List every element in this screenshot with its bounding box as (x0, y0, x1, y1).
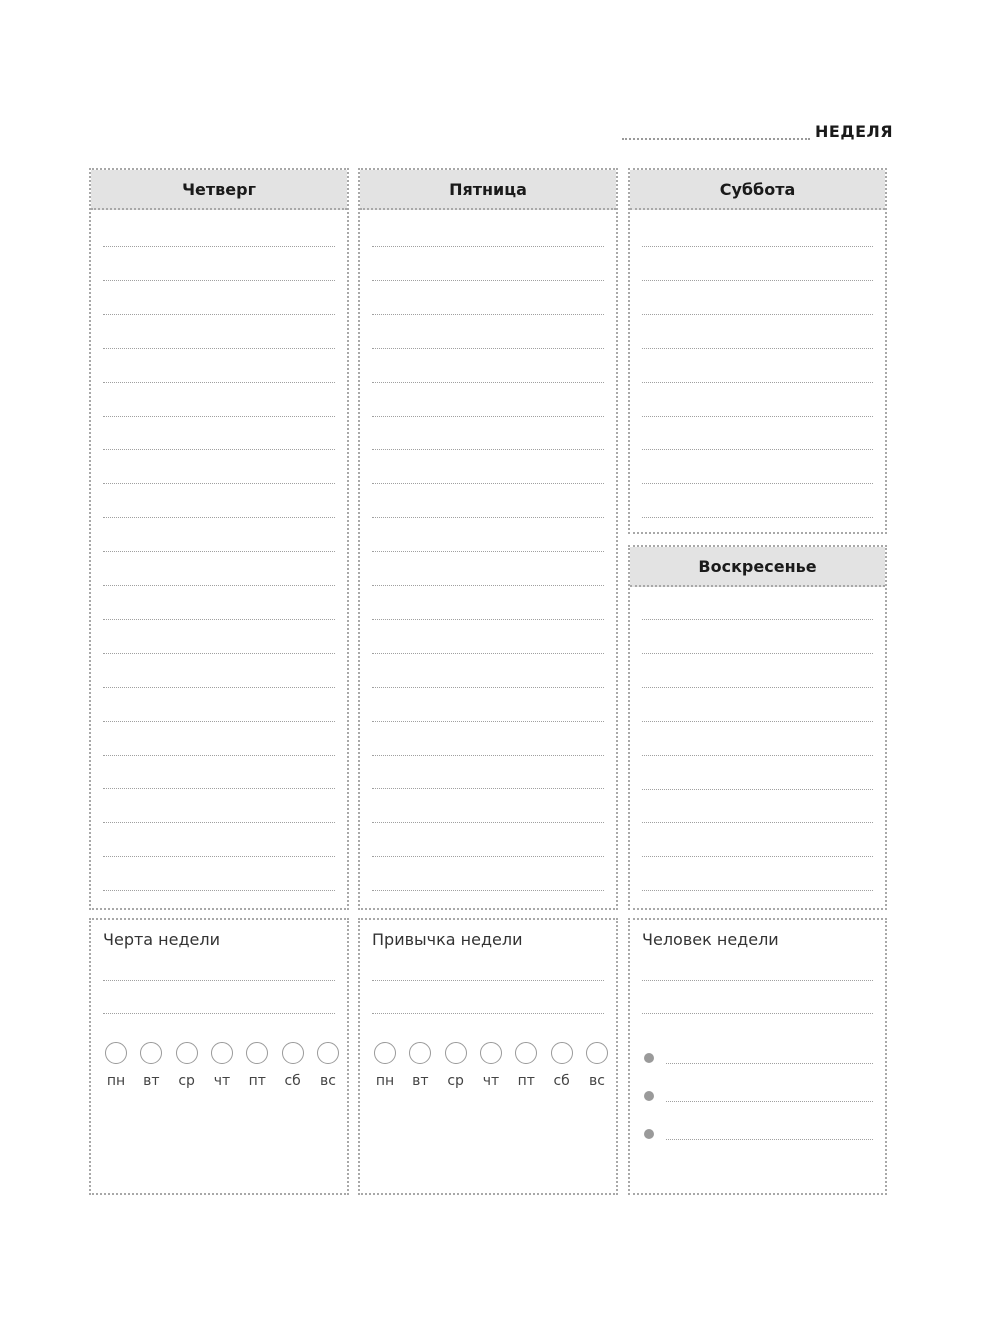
tracker-day-label: чт (213, 1073, 231, 1089)
writing-line[interactable] (372, 314, 604, 315)
writing-line[interactable] (372, 980, 604, 981)
writing-line[interactable] (642, 382, 873, 383)
writing-line[interactable] (103, 980, 335, 981)
writing-line[interactable] (103, 483, 335, 484)
tracker-day-label: пт (248, 1073, 266, 1089)
thursday-header: Четверг (91, 170, 347, 210)
writing-line[interactable] (103, 585, 335, 586)
tracker-day (209, 1042, 235, 1089)
writing-line[interactable] (372, 280, 604, 281)
bullet-line[interactable] (666, 1139, 873, 1140)
writing-line[interactable] (642, 980, 873, 981)
writing-line[interactable] (372, 1013, 604, 1014)
trait-habit-tracker (103, 1042, 341, 1089)
tracker-day (513, 1042, 539, 1089)
writing-line[interactable] (642, 314, 873, 315)
writing-line[interactable] (103, 890, 335, 891)
tracker-day (244, 1042, 270, 1089)
writing-line[interactable] (642, 653, 873, 654)
writing-line[interactable] (372, 653, 604, 654)
writing-line[interactable] (103, 687, 335, 688)
saturday-column (628, 168, 887, 534)
writing-line[interactable] (642, 246, 873, 247)
week-label: НЕДЕЛЯ (815, 122, 894, 141)
writing-line[interactable] (372, 890, 604, 891)
writing-line[interactable] (372, 856, 604, 857)
tracker-day-label: вс (588, 1073, 605, 1089)
writing-line[interactable] (642, 822, 873, 823)
writing-line[interactable] (103, 246, 335, 247)
writing-line[interactable] (103, 1013, 335, 1014)
writing-line[interactable] (103, 517, 335, 518)
writing-line[interactable] (103, 619, 335, 620)
tracker-day (478, 1042, 504, 1089)
writing-line[interactable] (642, 1013, 873, 1014)
tracker-day (407, 1042, 433, 1089)
writing-line[interactable] (372, 721, 604, 722)
tracker-circle[interactable] (445, 1042, 467, 1064)
writing-line[interactable] (372, 788, 604, 789)
writing-line[interactable] (642, 449, 873, 450)
writing-line[interactable] (103, 551, 335, 552)
tracker-circle[interactable] (140, 1042, 162, 1064)
writing-line[interactable] (642, 416, 873, 417)
writing-line[interactable] (642, 348, 873, 349)
tracker-day-label: ср (178, 1073, 195, 1089)
tracker-day (315, 1042, 341, 1089)
bullet-dot-icon (644, 1129, 654, 1139)
bullet-item[interactable] (644, 1129, 873, 1143)
writing-line[interactable] (372, 551, 604, 552)
writing-line[interactable] (372, 619, 604, 620)
tracker-day-label: сб (284, 1073, 301, 1089)
thursday-column (89, 168, 349, 910)
tracker-circle[interactable] (105, 1042, 127, 1064)
tracker-circle[interactable] (409, 1042, 431, 1064)
tracker-day-label: чт (482, 1073, 500, 1089)
bullet-line[interactable] (666, 1101, 873, 1102)
tracker-day (174, 1042, 200, 1089)
bullet-line[interactable] (666, 1063, 873, 1064)
writing-line[interactable] (372, 348, 604, 349)
writing-line[interactable] (103, 856, 335, 857)
writing-line[interactable] (372, 755, 604, 756)
tracker-circle[interactable] (317, 1042, 339, 1064)
habit-of-week-section (358, 918, 618, 1195)
writing-line[interactable] (372, 416, 604, 417)
writing-line[interactable] (103, 416, 335, 417)
tracker-circle[interactable] (515, 1042, 537, 1064)
writing-line[interactable] (642, 280, 873, 281)
tracker-day-label: пн (375, 1073, 395, 1089)
writing-line[interactable] (642, 890, 873, 891)
writing-line[interactable] (642, 517, 873, 518)
writing-line[interactable] (642, 856, 873, 857)
trait-of-week-section (89, 918, 349, 1195)
tracker-circle[interactable] (586, 1042, 608, 1064)
writing-line[interactable] (103, 653, 335, 654)
writing-line[interactable] (103, 280, 335, 281)
tracker-day-label: вс (319, 1073, 336, 1089)
person-of-week-section (628, 918, 887, 1195)
sunday-column (628, 545, 887, 910)
writing-line[interactable] (372, 822, 604, 823)
writing-line[interactable] (103, 449, 335, 450)
habit-tracker (372, 1042, 610, 1089)
writing-line[interactable] (372, 687, 604, 688)
friday-header: Пятница (360, 170, 616, 210)
writing-line[interactable] (642, 619, 873, 620)
writing-line[interactable] (642, 483, 873, 484)
writing-line[interactable] (103, 788, 335, 789)
tracker-day (584, 1042, 610, 1089)
friday-column (358, 168, 618, 910)
tracker-day (103, 1042, 129, 1089)
person-of-week-title: Человек недели (642, 930, 779, 949)
writing-line[interactable] (642, 721, 873, 722)
writing-line[interactable] (103, 348, 335, 349)
writing-line[interactable] (103, 314, 335, 315)
writing-line[interactable] (642, 687, 873, 688)
writing-line[interactable] (372, 449, 604, 450)
habit-of-week-title: Привычка недели (372, 930, 523, 949)
writing-line[interactable] (642, 789, 873, 790)
writing-line[interactable] (642, 755, 873, 756)
writing-line[interactable] (372, 483, 604, 484)
bullet-item[interactable] (644, 1091, 873, 1105)
writing-line[interactable] (372, 382, 604, 383)
tracker-day (280, 1042, 306, 1089)
writing-line[interactable] (103, 755, 335, 756)
bullet-item[interactable] (644, 1053, 873, 1067)
tracker-day-label: пт (517, 1073, 535, 1089)
bullet-dot-icon (644, 1053, 654, 1063)
trait-of-week-title: Черта недели (103, 930, 221, 949)
tracker-day-label: ср (447, 1073, 464, 1089)
writing-line[interactable] (372, 246, 604, 247)
tracker-circle[interactable] (246, 1042, 268, 1064)
tracker-day (443, 1042, 469, 1089)
tracker-day (372, 1042, 398, 1089)
tracker-circle[interactable] (551, 1042, 573, 1064)
writing-line[interactable] (372, 585, 604, 586)
tracker-day-label: вт (412, 1073, 429, 1089)
tracker-day-label: сб (553, 1073, 570, 1089)
bullet-dot-icon (644, 1091, 654, 1101)
tracker-circle[interactable] (282, 1042, 304, 1064)
saturday-header: Суббота (630, 170, 885, 210)
tracker-day-label: пн (106, 1073, 126, 1089)
tracker-day (138, 1042, 164, 1089)
week-number-line[interactable] (622, 138, 810, 140)
tracker-day (549, 1042, 575, 1089)
tracker-day-label: вт (143, 1073, 160, 1089)
tracker-circle[interactable] (176, 1042, 198, 1064)
writing-line[interactable] (103, 721, 335, 722)
tracker-circle[interactable] (480, 1042, 502, 1064)
writing-line[interactable] (372, 517, 604, 518)
writing-line[interactable] (103, 822, 335, 823)
tracker-circle[interactable] (211, 1042, 233, 1064)
sunday-header: Воскресенье (630, 547, 885, 587)
tracker-circle[interactable] (374, 1042, 396, 1064)
writing-line[interactable] (103, 382, 335, 383)
